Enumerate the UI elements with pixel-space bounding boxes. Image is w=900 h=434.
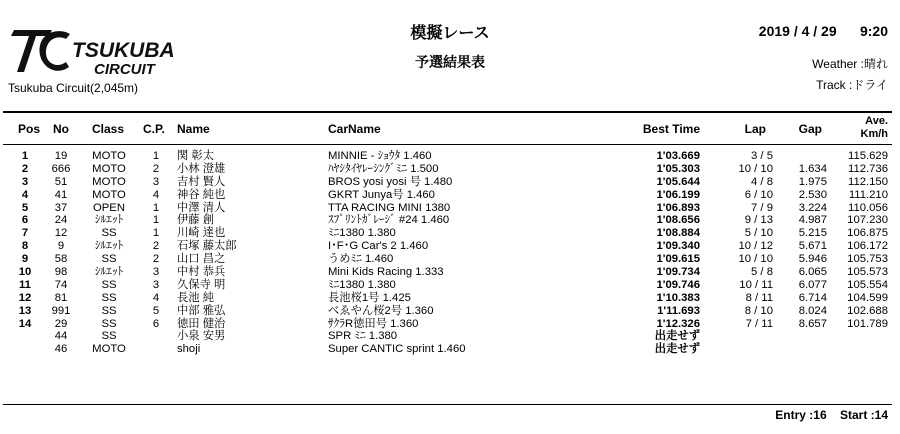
- cell-no: 991: [51, 304, 71, 317]
- cell-cp: 1: [152, 214, 160, 227]
- column-header-name: Name: [177, 122, 210, 136]
- table-row: [0, 176, 900, 189]
- table-row: [0, 318, 900, 331]
- cell-name: 石塚 藤太郎: [177, 240, 237, 253]
- cell-cp: 2: [152, 253, 160, 266]
- column-header-lap: Lap: [744, 122, 766, 136]
- cell-ave: 112.150: [848, 175, 888, 188]
- cell-gap: 8.024: [798, 304, 827, 317]
- cell-carname: I･F･G Car's 2 1.460: [328, 240, 429, 253]
- column-header-ave: [861, 115, 889, 141]
- cell-pos: 4: [21, 188, 29, 201]
- cell-ave: 101.789: [847, 317, 888, 330]
- cell-lap: 9 / 13: [744, 214, 773, 227]
- cell-pos: 11: [19, 278, 31, 291]
- cell-cp: 3: [152, 175, 160, 188]
- cell-lap: 4 / 8: [751, 175, 773, 188]
- cell-no: 74: [54, 278, 68, 291]
- cell-best-time: 1'08.656: [656, 214, 700, 227]
- cell-gap: 5.671: [798, 240, 827, 253]
- cell-best-time: 出走せず: [654, 343, 700, 356]
- cell-best-time: 1'10.383: [656, 291, 700, 304]
- cell-no: 81: [54, 291, 68, 304]
- cell-class: ｼﾙｴｯﾄ: [94, 214, 124, 227]
- cell-lap: 10 / 10: [738, 253, 773, 266]
- cell-class: SS: [101, 330, 117, 343]
- cell-cp: 4: [152, 188, 160, 201]
- circuit-name: Tsukuba Circuit(2,045m): [8, 81, 139, 95]
- cell-class: SS: [101, 317, 117, 330]
- cell-no: 41: [54, 188, 68, 201]
- cell-best-time: 1'05.303: [656, 162, 700, 175]
- column-header-no: No: [53, 122, 69, 136]
- cell-cp: 1: [152, 227, 160, 240]
- column-header-class: Class: [92, 122, 125, 136]
- cell-name: 中澤 清人: [177, 201, 226, 214]
- track-value: ドライ: [852, 78, 888, 92]
- track-label: Track :: [816, 78, 853, 92]
- cell-lap: 7 / 11: [745, 317, 773, 330]
- cell-class: ｼﾙｴｯﾄ: [94, 240, 124, 253]
- cell-cp: 6: [152, 317, 160, 330]
- column-header-pos: Pos: [18, 122, 41, 136]
- cell-gap: 8.657: [798, 317, 827, 330]
- cell-no: 44: [54, 330, 68, 343]
- cell-no: 58: [54, 253, 68, 266]
- cell-cp: 1: [152, 150, 160, 162]
- cell-no: 46: [54, 343, 68, 356]
- cell-class: MOTO: [92, 175, 126, 188]
- cell-ave: 106.172: [847, 240, 888, 253]
- cell-gap: 1.634: [798, 162, 827, 175]
- cell-best-time: 1'06.893: [656, 201, 700, 214]
- cell-best-time: 1'12.326: [656, 317, 700, 330]
- cell-class: MOTO: [92, 188, 126, 201]
- cell-carname: SPR ﾐﾆ 1.380: [328, 330, 398, 343]
- cell-carname: Super CANTIC sprint 1.460: [328, 343, 466, 356]
- cell-class: MOTO: [92, 343, 126, 356]
- cell-no: 98: [54, 266, 68, 279]
- cell-carname: ﾐﾆ1380 1.380: [328, 278, 396, 291]
- cell-name: 小泉 安男: [177, 330, 226, 343]
- table-row: [0, 305, 900, 318]
- cell-cp: 1: [152, 201, 160, 214]
- cell-best-time: 出走せず: [654, 330, 700, 343]
- cell-ave: 112.736: [848, 162, 888, 175]
- cell-name: 吉村 賢人: [177, 175, 226, 188]
- table-row: [0, 292, 900, 305]
- table-row: [0, 227, 900, 240]
- cell-lap: 5 / 10: [744, 227, 773, 240]
- cell-lap: 3 / 5: [751, 150, 773, 162]
- cell-lap: 5 / 8: [751, 266, 773, 279]
- cell-name: 中部 雅弘: [177, 304, 226, 317]
- entry-count: 16: [813, 408, 827, 422]
- cell-ave: 110.056: [848, 201, 888, 214]
- cell-carname: 長池桜1号 1.425: [328, 291, 411, 304]
- start-label: Start :: [839, 408, 875, 422]
- cell-class: SS: [101, 253, 117, 266]
- cell-ave: 111.210: [848, 188, 888, 201]
- table-bottom-rule: [3, 404, 892, 405]
- cell-best-time: 1'09.615: [656, 253, 700, 266]
- table-row: [0, 240, 900, 253]
- column-header-best-time: Best Time: [642, 122, 700, 136]
- column-header-carname: CarName: [328, 122, 381, 136]
- svg-text:CIRCUIT: CIRCUIT: [94, 61, 155, 78]
- cell-pos: 8: [21, 240, 29, 253]
- cell-cp: 5: [152, 304, 160, 317]
- cell-cp: 2: [152, 162, 160, 175]
- cell-gap: 3.224: [798, 201, 827, 214]
- cell-no: 24: [54, 214, 68, 227]
- cell-best-time: 1'09.734: [656, 266, 700, 279]
- cell-carname: BROS yosi yosi 号 1.480: [328, 175, 453, 188]
- date-time: [759, 23, 888, 39]
- cell-no: 12: [54, 227, 68, 240]
- cell-name: 小林 澄雄: [177, 162, 226, 175]
- cell-lap: 8 / 10: [744, 304, 773, 317]
- cell-no: 19: [54, 150, 68, 162]
- cell-best-time: 1'09.746: [656, 278, 700, 291]
- cell-name: 伊藤 創: [177, 214, 215, 227]
- cell-pos: 1: [21, 150, 29, 162]
- weather-value: 晴れ: [863, 57, 888, 71]
- cell-gap: 4.987: [798, 214, 827, 227]
- cell-lap: 10 / 10: [738, 162, 773, 175]
- entry-start-summary: [775, 408, 888, 422]
- table-row: [0, 330, 900, 343]
- cell-no: 666: [51, 162, 71, 175]
- start-count: 14: [874, 408, 888, 422]
- cell-class: SS: [101, 291, 117, 304]
- cell-best-time: 1'06.199: [656, 188, 700, 201]
- table-row: [0, 279, 900, 292]
- column-header-cp: C.P.: [143, 122, 165, 136]
- cell-pos: 13: [18, 304, 32, 317]
- cell-cp: 4: [152, 291, 160, 304]
- cell-name: 長池 純: [177, 291, 215, 304]
- track-condition: [816, 76, 888, 93]
- cell-pos: 9: [21, 253, 29, 266]
- entry-label: Entry :: [775, 408, 814, 422]
- cell-pos: 14: [18, 317, 32, 330]
- cell-carname: TTA RACING MINI 1380: [328, 201, 451, 214]
- cell-name: 徳田 健治: [177, 317, 226, 330]
- cell-gap: 5.946: [798, 253, 827, 266]
- cell-lap: 10 / 11: [739, 278, 773, 291]
- cell-class: ｼﾙｴｯﾄ: [94, 266, 124, 279]
- cell-carname: GKRT Junya号 1.460: [328, 188, 435, 201]
- cell-best-time: 1'05.644: [656, 175, 700, 188]
- cell-no: 9: [57, 240, 65, 253]
- column-header-ave-line2: Km/h: [860, 128, 888, 140]
- cell-lap: 10 / 12: [738, 240, 773, 253]
- cell-carname: Mini Kids Racing 1.333: [328, 266, 444, 279]
- cell-lap: 7 / 9: [751, 201, 773, 214]
- cell-best-time: 1'11.693: [657, 304, 700, 317]
- cell-pos: 3: [21, 175, 29, 188]
- table-row: [0, 214, 900, 227]
- cell-lap: 8 / 11: [745, 291, 773, 304]
- cell-name: 中村 恭兵: [177, 266, 226, 279]
- cell-cp: 3: [152, 278, 160, 291]
- table-row: [0, 253, 900, 266]
- column-header-gap: Gap: [798, 122, 822, 136]
- cell-pos: 5: [21, 201, 29, 214]
- cell-class: OPEN: [92, 201, 125, 214]
- time: 9:20: [859, 23, 888, 39]
- cell-class: SS: [101, 278, 117, 291]
- cell-gap: 6.065: [798, 266, 827, 279]
- cell-cp: 2: [152, 240, 160, 253]
- cell-best-time: 1'09.340: [656, 240, 700, 253]
- cell-no: 51: [54, 175, 68, 188]
- cell-gap: 1.975: [798, 175, 827, 188]
- table-row: [0, 343, 900, 356]
- cell-ave: 105.554: [847, 278, 888, 291]
- cell-gap: 5.215: [798, 227, 827, 240]
- cell-best-time: 1'03.669: [656, 150, 700, 162]
- cell-name: 山口 昌之: [177, 253, 226, 266]
- cell-no: 29: [54, 317, 68, 330]
- cell-name: 川崎 達也: [177, 227, 226, 240]
- cell-pos: 2: [21, 162, 29, 175]
- cell-ave: 115.629: [848, 150, 888, 162]
- cell-ave: 105.573: [847, 266, 888, 279]
- svg-text:TSUKUBA: TSUKUBA: [72, 39, 175, 62]
- cell-carname: ﾐﾆ1380 1.380: [328, 227, 396, 240]
- table-header-rule: [3, 144, 892, 145]
- cell-gap: 2.530: [798, 188, 827, 201]
- cell-carname: ﾊﾔｼﾀｲﾔﾚｰｼﾝｸﾞﾐﾆ 1.500: [328, 162, 439, 175]
- table-row: [0, 150, 900, 163]
- cell-carname: ｽﾌﾟﾘﾝﾄｶﾞﾚｰｼﾞ #24 1.460: [328, 214, 450, 227]
- cell-pos: 12: [18, 291, 32, 304]
- cell-lap: 6 / 10: [744, 188, 773, 201]
- cell-class: MOTO: [92, 162, 126, 175]
- cell-carname: ｻｸﾗR徳田号 1.360: [328, 317, 419, 330]
- column-header-ave-line1: Ave.: [865, 115, 888, 127]
- cell-no: 37: [54, 201, 68, 214]
- weather-label: Weather :: [812, 57, 864, 71]
- cell-ave: 104.599: [847, 291, 888, 304]
- cell-best-time: 1'08.884: [656, 227, 700, 240]
- table-row: [0, 163, 900, 176]
- cell-class: SS: [101, 304, 117, 317]
- date: 2019 / 4 / 29: [758, 23, 837, 39]
- cell-ave: 107.230: [847, 214, 888, 227]
- cell-pos: 7: [21, 227, 29, 240]
- cell-name: 久保寺 明: [177, 278, 226, 291]
- table-row: [0, 266, 900, 279]
- cell-ave: 105.753: [847, 253, 888, 266]
- cell-class: SS: [101, 227, 117, 240]
- cell-ave: 102.688: [847, 304, 888, 317]
- cell-name: 神谷 純也: [177, 188, 226, 201]
- cell-ave: 106.875: [847, 227, 888, 240]
- event-title: 模擬レース: [410, 25, 490, 42]
- table-row: [0, 189, 900, 202]
- document-title: 予選結果表: [415, 54, 485, 70]
- cell-pos: 6: [21, 214, 29, 227]
- cell-carname: べゑやん桜2号 1.360: [328, 304, 434, 317]
- cell-class: MOTO: [92, 150, 126, 162]
- cell-cp: 3: [152, 266, 160, 279]
- cell-carname: MINNIE - ｼｮｳﾀ 1.460: [328, 150, 432, 162]
- cell-gap: 6.714: [798, 291, 827, 304]
- table-row: [0, 202, 900, 215]
- cell-name: 関 彰太: [177, 150, 215, 162]
- table-top-rule: [3, 111, 892, 113]
- cell-name: shoji: [177, 343, 201, 356]
- cell-gap: 6.077: [798, 278, 827, 291]
- cell-carname: うめﾐﾆ 1.460: [328, 253, 394, 266]
- results-table-body: [0, 150, 900, 356]
- weather: [812, 55, 888, 72]
- cell-pos: 10: [18, 266, 32, 279]
